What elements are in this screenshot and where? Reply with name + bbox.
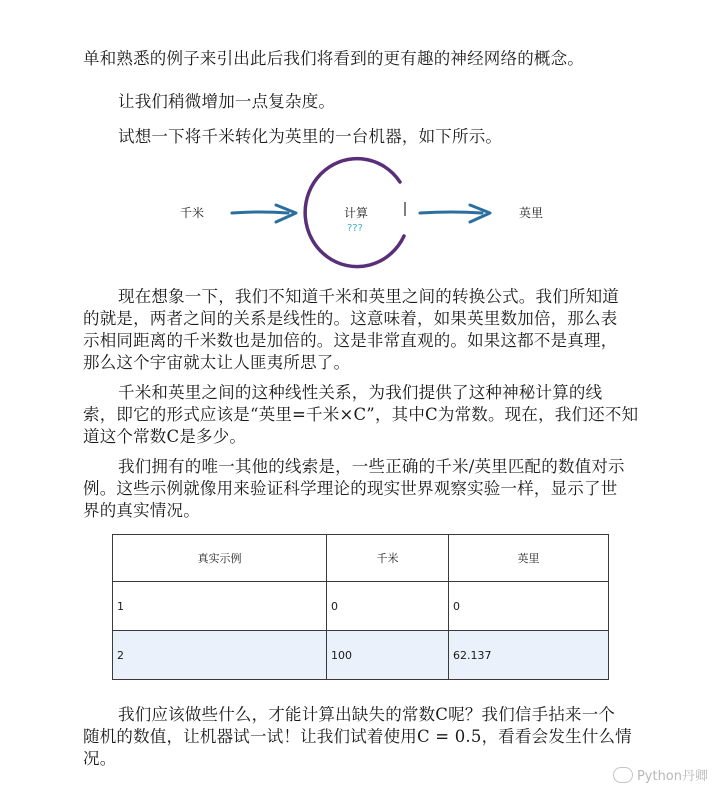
text-line: 单和熟悉的例子来引出此后我们将看到的更有趣的神经网络的概念。 (83, 49, 584, 68)
table-header: 英里 (449, 535, 609, 582)
output-arrow-icon (420, 205, 490, 222)
conversion-table (112, 534, 609, 680)
table-header-row (113, 535, 609, 582)
text-line: 现在想象一下，我们不知道千米和英里之间的转换公式。我们所知道 (118, 287, 619, 306)
text-line: 况。 (83, 749, 117, 768)
table-header: 千米 (327, 535, 449, 582)
text-line: 那么这个宇宙就太让人匪夷所思了。 (83, 353, 351, 372)
text-line: 随机的数值，让机器试一试！让我们试着使用C = 0.5，看看会发生什么情 (83, 727, 632, 746)
table-cell: 1 (113, 582, 327, 631)
text-line: 的就是，两者之间的关系是线性的。这意味着，如果英里数加倍，那么表 (83, 309, 618, 328)
wechat-icon (613, 767, 633, 783)
machine-unknown: ??? (347, 223, 363, 234)
input-arrow-icon (232, 205, 296, 222)
text-line: 界的真实情况。 (83, 501, 200, 520)
text-line: 试想一下将千米转化为英里的一台机器，如下所示。 (118, 127, 503, 146)
text-line: 索，即它的形式应该是“英里=千米×C”，其中C为常数。现在，我们还不知 (83, 405, 639, 424)
input-label: 千米 (180, 206, 205, 220)
text-line: 我们应该做些什么，才能计算出缺失的常数C呢？我们信手拈来一个 (118, 705, 616, 724)
table-cell: 62.137 (449, 631, 609, 680)
text-line: 我们拥有的唯一其他的线索是，一些正确的千米/英里匹配的数值对示 (118, 457, 625, 476)
watermark (613, 765, 708, 784)
text-line: 例。这些示例就像用来验证科学理论的现实世界观察实验一样，显示了世 (83, 479, 618, 498)
table-row (113, 631, 609, 680)
table-cell: 100 (327, 631, 449, 680)
watermark-text: Python丹卿 (636, 769, 708, 784)
table-cell: 2 (113, 631, 327, 680)
output-label: 英里 (519, 206, 544, 220)
text-line: 让我们稍微增加一点复杂度。 (118, 92, 336, 111)
table-header: 真实示例 (113, 535, 327, 582)
machine-label: 计算 (344, 206, 369, 220)
table-cell: 0 (327, 582, 449, 631)
table-cell: 0 (449, 582, 609, 631)
text-line: 道这个常数C是多少。 (83, 427, 247, 446)
text-line: 千米和英里之间的这种线性关系，为我们提供了这种神秘计算的线 (118, 383, 603, 402)
text-line: 示相同距离的千米数也是加倍的。这是非常直观的。如果这都不是真理， (83, 331, 618, 350)
diagram-graphics (0, 0, 720, 300)
table-row (113, 582, 609, 631)
